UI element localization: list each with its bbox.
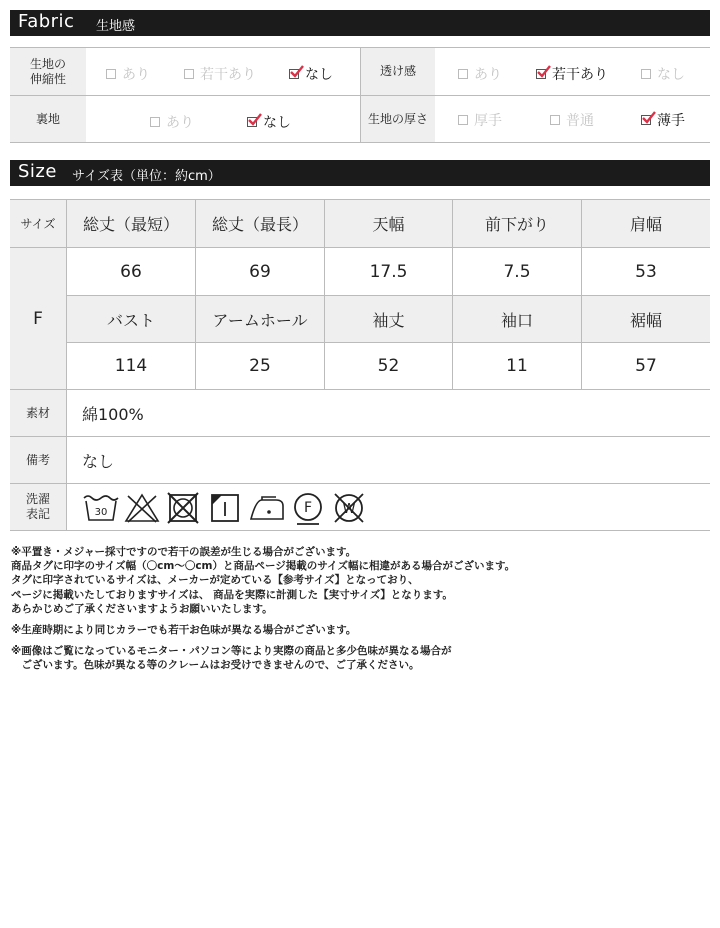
header-length-long: 総丈（最長） [211, 215, 308, 234]
lining-option-yes: あり [150, 112, 194, 132]
value-length-long: 69 [249, 261, 271, 282]
note-line: ※画像はご覧になっているモニター・パソコン等により実際の商品と多少色味が異なる場合が [11, 645, 452, 657]
material-label: 素材 [25, 406, 50, 420]
thickness-label: 生地の厚さ [361, 96, 435, 142]
value-cuff: 11 [506, 356, 528, 376]
value-hem-width: 57 [635, 356, 657, 376]
checkbox-icon [458, 115, 468, 125]
fabric-subtitle: 生地感 [96, 19, 136, 34]
size-title: Size [18, 161, 57, 182]
thickness-option-thick: 厚手 [458, 110, 502, 130]
svg-text:W: W [342, 502, 356, 517]
stretch-label: 生地の 伸縮性 [10, 48, 86, 95]
care-label: 洗濯 表記 [25, 492, 50, 521]
header-front-drop: 前下がり [484, 215, 549, 234]
size-subtitle: サイズ表（単位：約cm） [72, 169, 221, 184]
size-value: F [33, 308, 43, 329]
header-sleeve-length: 袖丈 [372, 310, 405, 330]
sheer-label: 透け感 [361, 48, 435, 95]
checkbox-icon [106, 69, 116, 79]
remarks-label: 備考 [25, 452, 50, 467]
value-neck-width: 17.5 [369, 261, 408, 282]
iron-low-icon [248, 492, 286, 524]
header-hem-width: 裾幅 [629, 310, 662, 330]
material-value: 綿100% [82, 405, 144, 424]
checked-checkbox-icon [289, 69, 299, 79]
header-armhole: アームホール [212, 310, 308, 330]
checked-checkbox-icon [641, 115, 651, 125]
checked-checkbox-icon [536, 69, 546, 79]
header-shoulder: 肩幅 [629, 215, 662, 234]
line-dry-shade-icon [210, 492, 240, 524]
checkbox-icon [184, 69, 194, 79]
remarks-value: なし [82, 451, 115, 471]
thickness-option-thin: 薄手 [641, 110, 685, 130]
sheer-option-yes: あり [458, 64, 502, 84]
stretch-option-slight: 若干あり [184, 64, 256, 84]
fabric-header-bar [10, 10, 710, 36]
value-length-short: 66 [120, 261, 142, 282]
stretch-option-yes: あり [106, 64, 150, 84]
header-neck-width: 天幅 [372, 215, 405, 234]
no-wet-clean-icon [331, 492, 367, 526]
no-tumble-dry-icon [166, 492, 200, 524]
value-armhole: 25 [249, 356, 271, 376]
fabric-title: Fabric [18, 11, 75, 32]
stretch-option-none: なし [289, 64, 333, 84]
header-cuff: 袖口 [500, 310, 533, 330]
sheer-option-slight: 若干あり [536, 64, 608, 84]
note-line: ページに掲載いたしておりますサイズは、 商品を実際に計測した【実寸サイズ】となります。 [11, 589, 453, 601]
value-front-drop: 7.5 [503, 261, 531, 282]
svg-text:30: 30 [94, 507, 108, 518]
svg-text:F: F [303, 500, 313, 516]
note-line: ございます。色味が異なる等のクレームはお受けできませんので、ご了承ください。 [11, 659, 420, 671]
value-bust: 114 [114, 356, 148, 376]
note-line: 商品タグに印字のサイズ幅（〇cm～〇cm）と商品ページ掲載のサイズ幅に相違がある場合がございます。 [11, 560, 516, 572]
note-line: タグに印字されているサイズは、メーカーが定めている【参考サイズ】となっており、 [11, 574, 419, 586]
checkbox-icon [641, 69, 651, 79]
size-column-label: サイズ [20, 217, 56, 231]
sheer-option-none: なし [641, 64, 685, 84]
note-line: ※生産時期により同じカラーでも若干お色味が異なる場合がございます。 [11, 624, 357, 636]
no-bleach-icon [124, 492, 160, 524]
note-line: ※平置き・メジャー採寸ですので若干の誤差が生じる場合がございます。 [11, 546, 357, 558]
header-length-short: 総丈（最短） [82, 215, 179, 234]
wash-30-icon [82, 492, 120, 524]
checked-checkbox-icon [247, 117, 257, 127]
checkbox-icon [550, 115, 560, 125]
checkbox-icon [150, 117, 160, 127]
thickness-option-normal: 普通 [550, 110, 594, 130]
lining-label: 裏地 [10, 96, 86, 142]
value-sleeve-length: 52 [377, 356, 400, 376]
header-bust: バスト [106, 310, 155, 330]
checkbox-icon [458, 69, 468, 79]
size-header-bar [10, 160, 710, 186]
note-line: あらかじめご了承くださいますようお願いいたします。 [11, 603, 273, 615]
dry-clean-f-icon [291, 492, 325, 526]
value-shoulder: 53 [635, 261, 657, 282]
lining-option-none: なし [247, 112, 291, 132]
